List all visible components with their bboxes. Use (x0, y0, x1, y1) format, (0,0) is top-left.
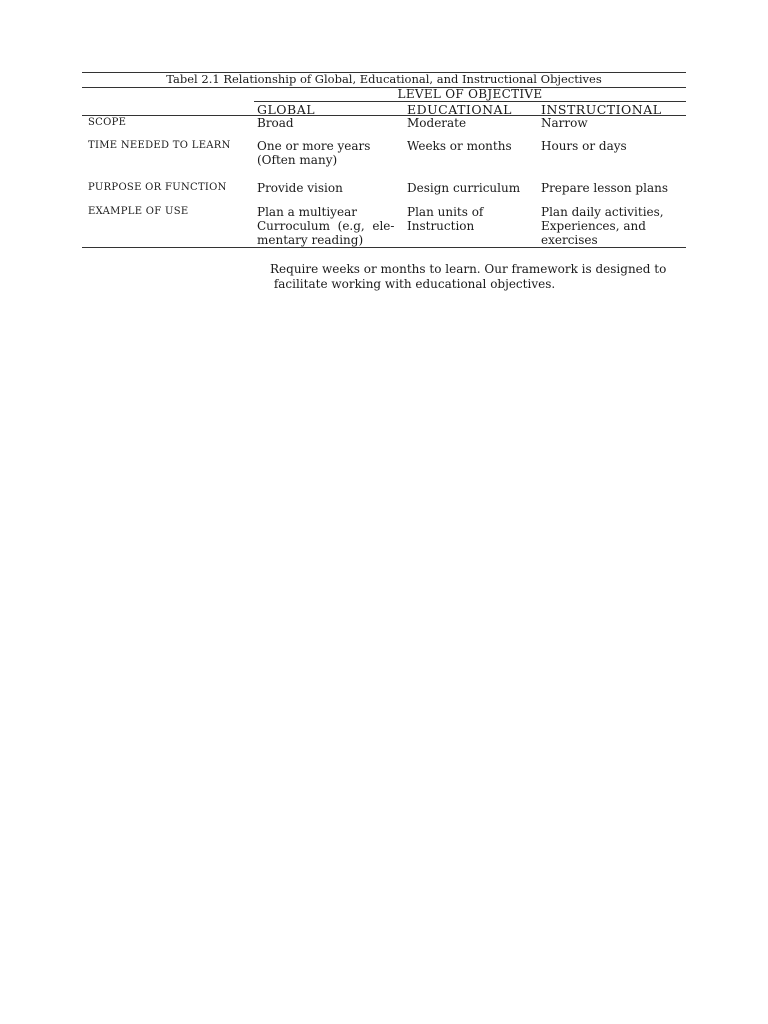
column-header-global: GLOBAL (257, 102, 316, 117)
row-label-scope: SCOPE (88, 117, 127, 128)
table-cell: Prepare lesson plans (541, 181, 668, 195)
table-cell: Hours or days (541, 139, 627, 153)
table-cell: Design curriculum (407, 181, 521, 195)
table-cell: One or more years (Often many) (257, 139, 371, 167)
paragraph-line: Require weeks or months to learn. Our framework is designed to (270, 262, 667, 276)
table-cell: Plan units of Instruction (407, 205, 484, 233)
table-caption: Tabel 2.1 Relationship of Global, Educational, and Instructional Objectives (166, 72, 602, 86)
body-paragraph (270, 262, 666, 291)
row-label-time: TIME NEEDED TO LEARN (88, 140, 231, 151)
table-cell: Broad (257, 116, 294, 130)
table-cell: Weeks or months (407, 139, 512, 153)
table-cell: Plan a multiyear Curroculum (e.g, ele- mentary reading) (257, 205, 395, 247)
table-bottom-rule (82, 247, 686, 248)
table-cell: Provide vision (257, 181, 343, 195)
table-cell: Narrow (541, 116, 588, 130)
level-header: LEVEL OF OBJECTIVE (397, 87, 543, 101)
header-rule (82, 115, 686, 116)
paragraph-line: facilitate working with educational objectives. (270, 276, 556, 291)
row-label-example: EXAMPLE OF USE (88, 206, 189, 217)
row-label-purpose: PURPOSE OR FUNCTION (88, 182, 227, 193)
table-cell: Moderate (407, 116, 467, 130)
table-cell: Plan daily activities, Experiences, and exercises (541, 205, 664, 247)
column-header-educational: EDUCATIONAL (407, 102, 512, 117)
column-header-instructional: INSTRUCTIONAL (541, 102, 662, 117)
